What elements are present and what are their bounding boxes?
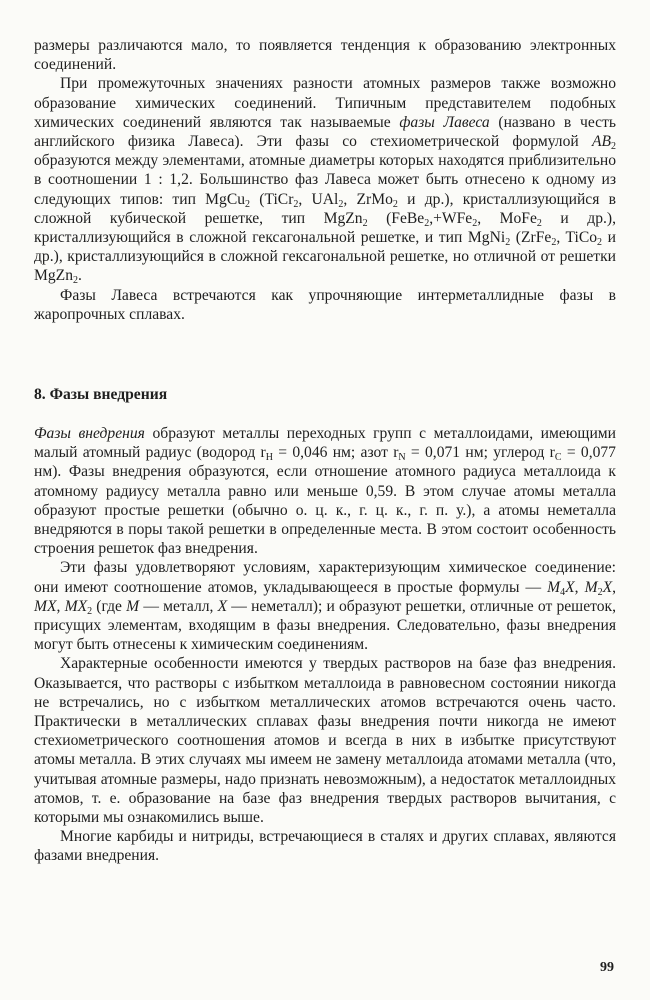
page-number: 99 xyxy=(600,960,614,975)
paragraph-chemical-compound: Эти фазы удовлетворяют условиям, характеризующим химическое соединение: они имеют соотношение атомов, укладывающееся в простые формулы — $M_4X$, $M_2X$, MX, $MX_2$ (где M — металл, X — неметалл); и образуют решетки, отличные от решеток, присущих элементам, входящим в фазы внедрения. Следовательно, фазы внедрения могут быть отнесены к химическим соединениям. xyxy=(34,559,616,654)
paragraph-solid-solutions: Характерные особенности имеются у твердых растворов на базе фаз внедрения. Оказывается, что растворы с избытком металлоида в равновесном состоянии никогда не встречались, но с избытком металлических атомов встречаются очень часто. Практически в металлических сплавах фазы внедрения почти никогда не имеют стехиометрического соотношения атомов и всегда в них в избытке присутствуют атомы металла. В этих случаях мы имеем не замену металлоида атомами металла (что, учитывая атомные размеры, надо признать невозможным), а недостаток металлоидных атомов, т. е. образование на базе фаз внедрения твердых растворов вычитания, с которыми мы ознакомились выше. xyxy=(34,655,616,827)
text-block-bottom xyxy=(34,424,616,866)
paragraph-interstitial-definition: Фазы внедрения образуют металлы переходных групп с металлоидами, имеющими малый атомный радиус (водород $r_H = 0,046$ нм; азот $r_N = 0,071$ нм; углерод $r_C = 0,077$ нм). Фазы внедрения образуются, если отношение атомного радиуса металлоида к атомному радиусу металла равно или меньше 0,59. В этом случае атомы металла образуют простые решетки (обычно о. ц. к., г. ц. к., г. п. у.), а атомы неметалла внедряются в поры такой решетки в определенные места. В этом состоит особенность строения решеток фаз внедрения. xyxy=(34,425,616,558)
term-laves-phases: фазы Лавеса xyxy=(399,113,490,131)
section-heading: 8. Фазы внедрения xyxy=(34,386,168,403)
term-interstitial-phases: Фазы внедрения xyxy=(34,425,145,442)
paragraph-laves-usage: Фазы Лавеса встречаются как упрочняющие интерметаллидные фазы в жаропрочных сплавах. xyxy=(34,286,616,323)
paragraph-carbides-nitrides: Многие карбиды и нитриды, встречающиеся в сталях и других сплавах, являются фазами внедрения. xyxy=(34,828,616,865)
text-block-top xyxy=(34,36,616,324)
paragraph-continued: размеры различаются мало, то появляется тенденция к образованию электронных соединений. xyxy=(34,37,616,74)
paragraph-laves-phases: При промежуточных значениях разности атомных размеров также возможно образование химических соединений. Типичным представителем подобных химических соединений являются так называемые фазы Лавеса (названо в честь английского физика Лавеса). Эти фазы со стехиометрической формулой $AB_2$ образуются между элементами, атомные диаметры которых находятся приблизительно в соотношении 1 : 1,2. Большинство фаз Лавеса может быть отнесено к одному из следующих типов: тип MgCu$_2$ (TiCr$_2$, UAl$_2$, ZrMo$_2$ и др.), кристаллизующийся в сложной кубической решетке, тип MgZn$_2$ (FeBe$_2$,+WFe$_2$, MoFe$_2$ и др.), кристаллизующийся в сложной гексагональной решетке, и тип MgNi$_2$ (ZrFe$_2$, TiCo$_2$ и др.), кристаллизующийся в сложной гексагональной решетке, но отличной от решетки MgZn$_2$. xyxy=(34,75,617,287)
